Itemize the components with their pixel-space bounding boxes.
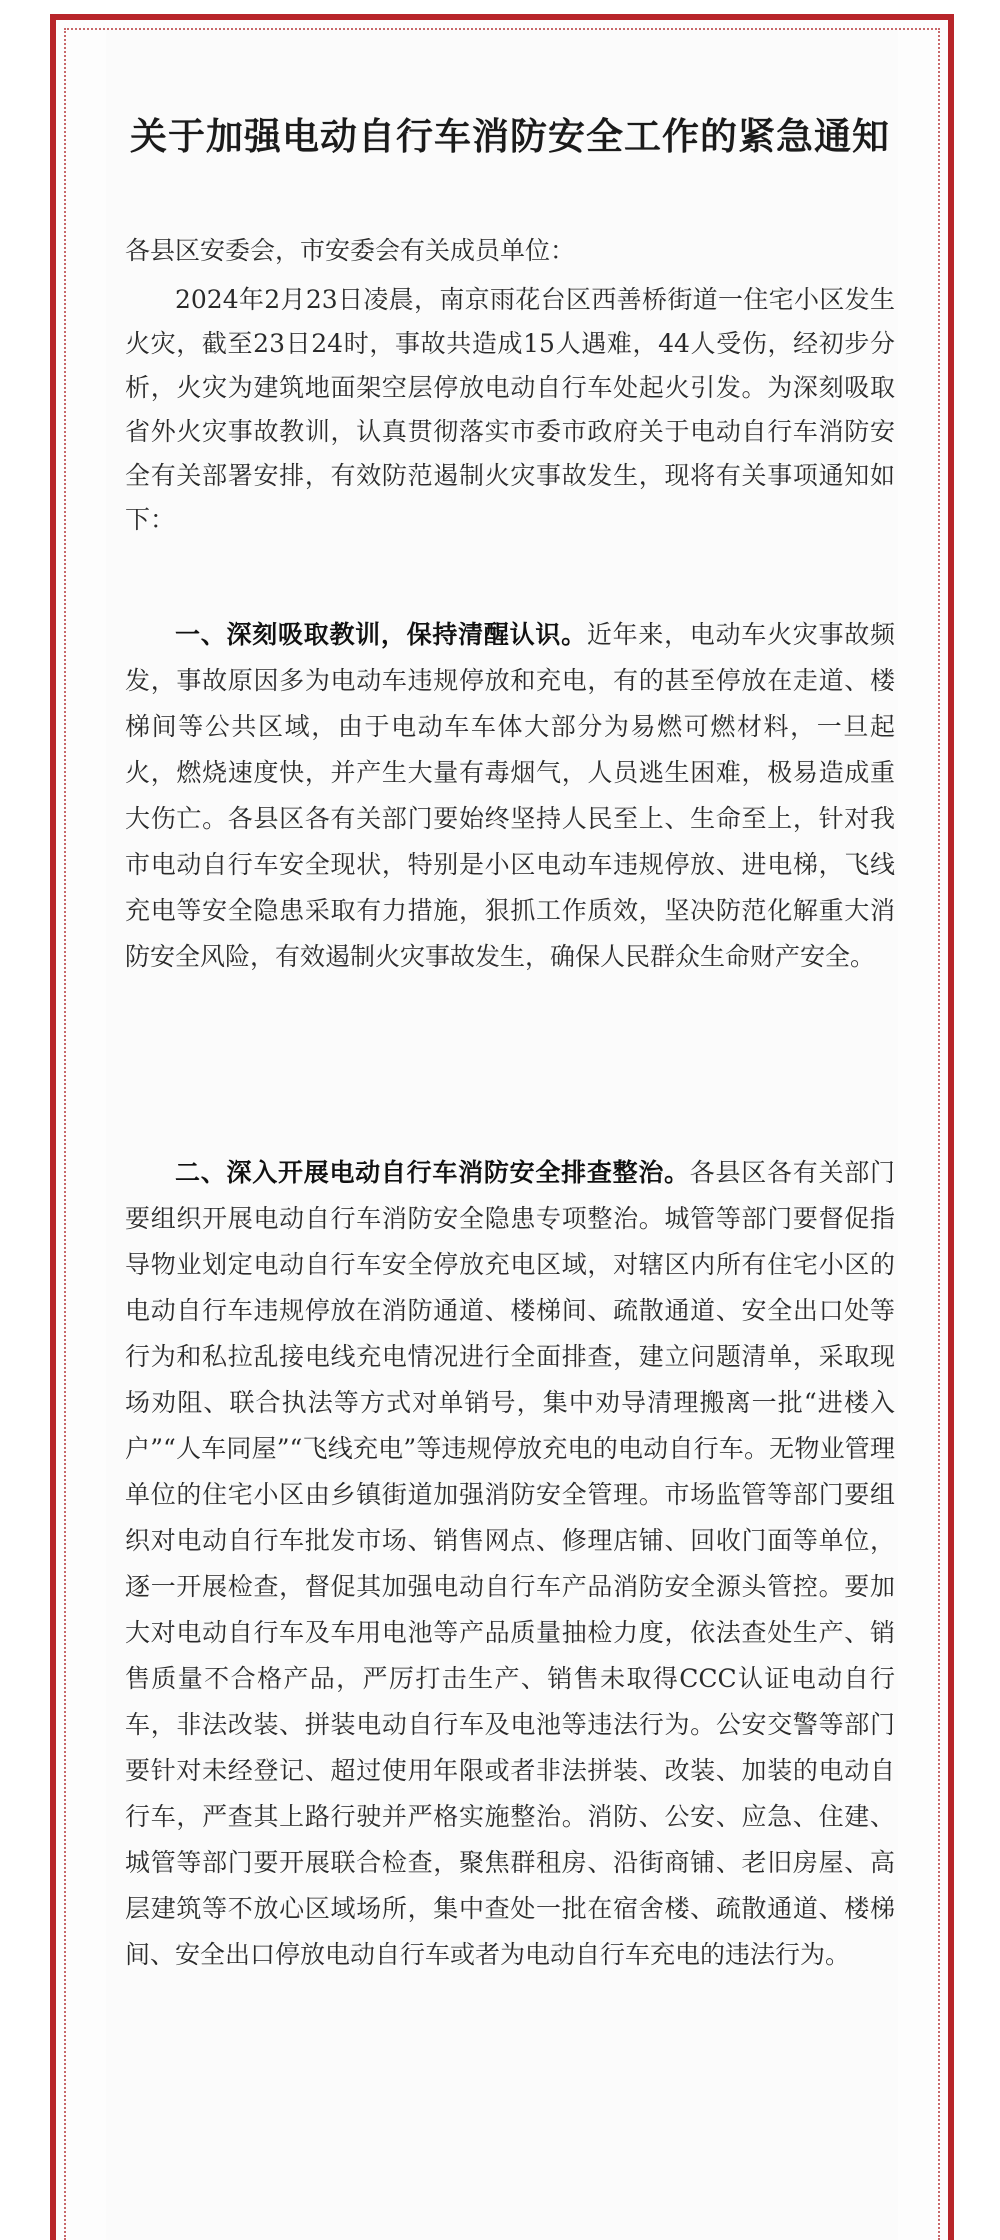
section-one-heading: 一、深刻吸取教训，保持清醒认识。 <box>175 620 587 649</box>
section-two-body: 各县区各有关部门要组织开展电动自行车消防安全隐患专项整治。城管等部门要督促指导物业划定电动自行车安全停放充电区域，对辖区内所有住宅小区的电动自行车违规停放在消防通道、楼梯间、疏散通道、安全出口处等行为和私拉乱接电线充电情况进行全面排查，建立问题清单，采取现场劝阻、联合执法等方式对单销号，集中劝导清理搬离一批“进楼入户”“人车同屋”“飞线充电”等违规停放充电的电动自行车。无物业管理单位的住宅小区由乡镇街道加强消防安全管理。市场监管等部门要组织对电动自行车批发市场、销售网点、修理店铺、回收门面等单位，逐一开展检查，督促其加强电动自行车产品消防安全源头管控。要加大对电动自行车及车用电池等产品质量抽检力度，依法查处生产、销售质量不合格产品，严厉打击生产、销售未取得CCC认证电动自行车，非法改装、拼装电动自行车及电池等违法行为。公安交警等部门要针对未经登记、超过使用年限或者非法拼装、改装、加装的电动自行车，严查其上路行驶并严格实施整治。消防、公安、应急、住建、城管等部门要开展联合检查，聚焦群租房、沿街商铺、老旧房屋、高层建筑等不放心区域场所，集中查处一批在宿舍楼、疏散通道、楼梯间、安全出口停放电动自行车或者为电动自行车充电的违法行为。 <box>125 1158 895 1969</box>
section-two-heading: 二、深入开展电动自行车消防安全排查整治。 <box>175 1158 690 1187</box>
section-one-body: 近年来，电动车火灾事故频发，事故原因多为电动车违规停放和充电，有的甚至停放在走道、楼梯间等公共区域，由于电动车车体大部分为易燃可燃材料，一旦起火，燃烧速度快，并产生大量有毒烟气，人员逃生困难，极易造成重大伤亡。各县区各有关部门要始终坚持人民至上、生命至上，针对我市电动自行车安全现状，特别是小区电动车违规停放、进电梯，飞线充电等安全隐患采取有力措施，狠抓工作质效，坚决防范化解重大消防安全风险，有效遏制火灾事故发生，确保人民群众生命财产安全。 <box>125 620 895 971</box>
addressee: 各县区安委会，市安委会有关成员单位： <box>125 236 576 265</box>
section-two <box>125 1150 895 1978</box>
section-one <box>125 612 895 980</box>
document-title: 关于加强电动自行车消防安全工作的紧急通知 <box>130 114 890 158</box>
intro-paragraph: 2024年2月23日凌晨，南京雨花台区西善桥街道一住宅小区发生火灾，截至23日24时，事故共造成15人遇难，44人受伤，经初步分析，火灾为建筑地面架空层停放电动自行车处起火引发。为深刻吸取省外火灾事故教训，认真贯彻落实市委市政府关于电动自行车消防安全有关部署安排，有效防范遏制火灾事故发生，现将有关事项通知如下： <box>125 285 895 534</box>
